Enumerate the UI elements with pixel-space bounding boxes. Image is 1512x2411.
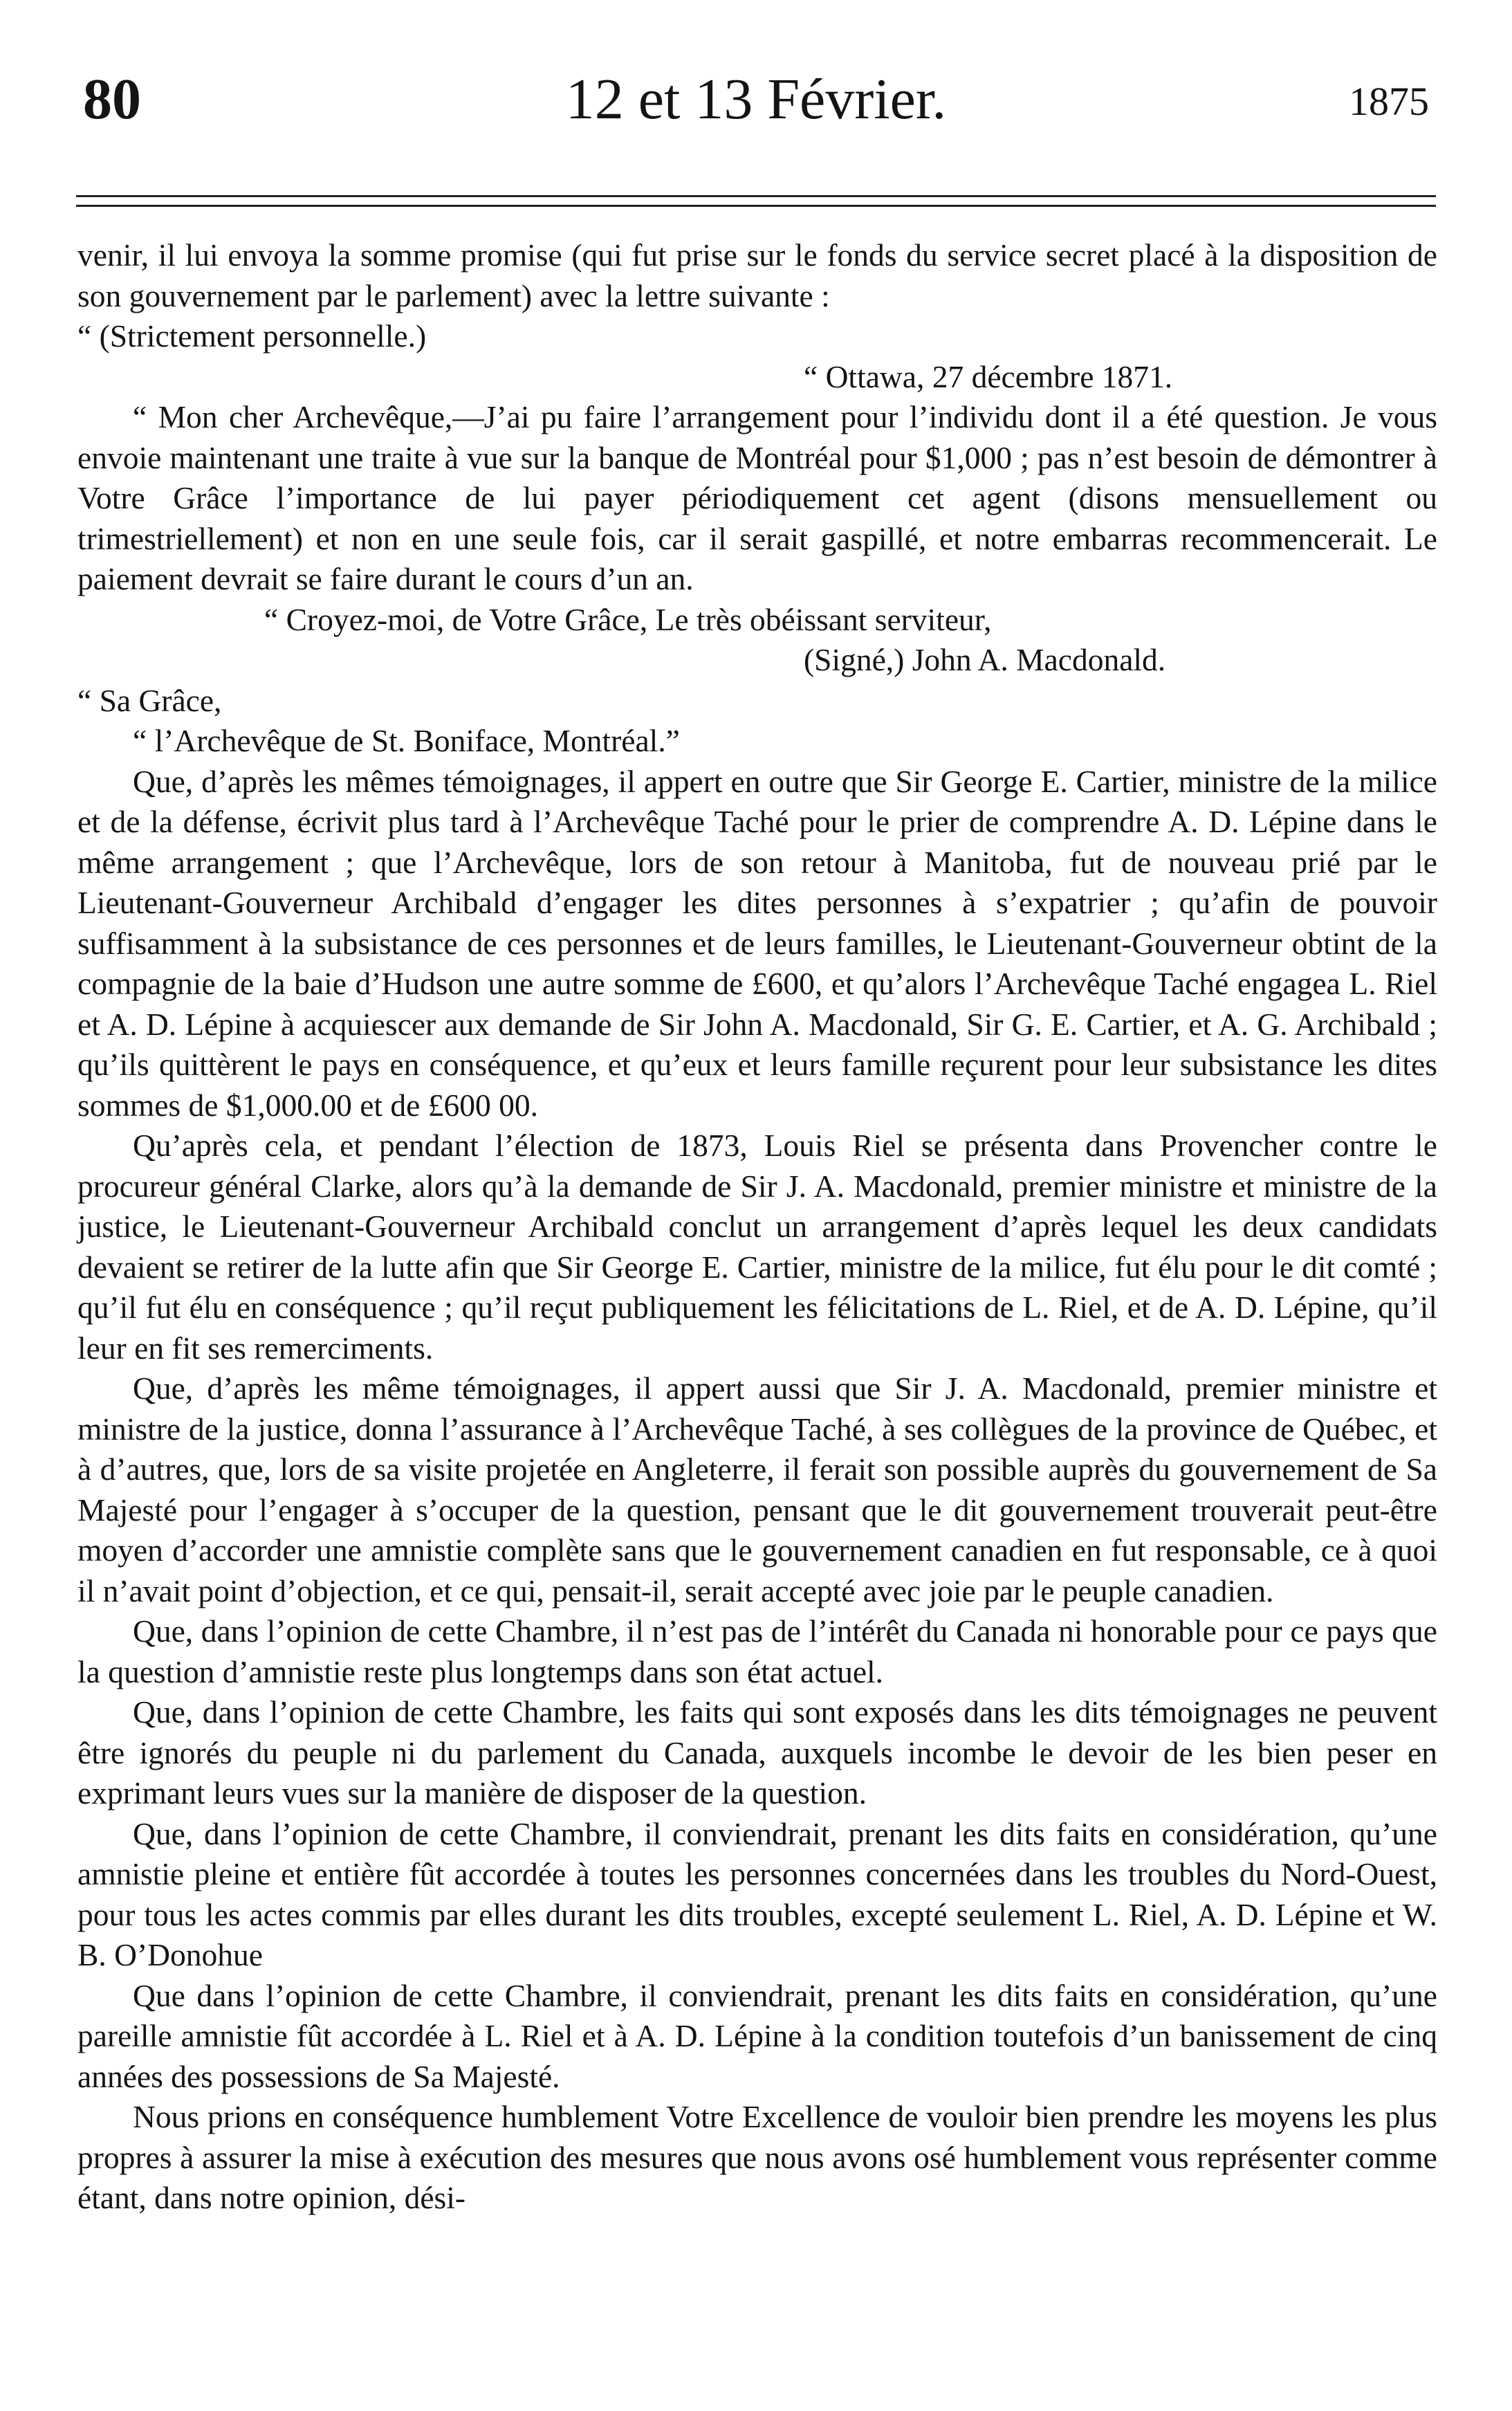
- header-rule-bottom: [76, 205, 1436, 207]
- header-rule-top: [76, 195, 1436, 197]
- letter-marking: “ (Strictement personnelle.): [77, 318, 427, 354]
- paragraph: Nous prions en conséquence humblement Votre Excellence de vouloir bien prendre les moyens les plus propres à assurer la mise à exécution des mesures que nous avons osé humblement vous représenter comme étant, dans notre opinion, dési-: [77, 2099, 1437, 2215]
- letter-closing: “ Croyez-moi, de Votre Grâce, Le très obéissant serviteur,: [264, 601, 992, 637]
- paragraph: Que, d’après les mêmes témoignages, il appert en outre que Sir George E. Cartier, ministre de la milice et de la défense, écrivit plus tard à l’Archevêque Taché pour le prier de comprendre A. D. Lépine dans le même arrangement ; que l’Archevêque, lors de son retour à Manitoba, fut de nouveau prié par le Lieutenant-Gouverneur Archibald d’engager les dites personnes à s’expatrier ; qu’afin de pouvoir suffisamment à la subsistance de ces personnes et de leurs familles, le Lieutenant-Gouverneur obtint de la compagnie de la baie d’Hudson une autre somme de £600, et qu’alors l’Archevêque Taché engagea L. Riel et A. D. Lépine à acquiescer aux demande de Sir John A. Macdonald, Sir G. E. Cartier, et A. G. Archibald ; qu’ils quittèrent le pays en conséquence, et qu’eux et leurs famille reçurent pour leur subsistance les dites sommes de $1,000.00 et de £600 00.: [77, 763, 1437, 1123]
- page-year: 1875: [1349, 79, 1429, 124]
- paragraph: Que, d’après les même témoignages, il appert aussi que Sir J. A. Macdonald, premier ministre et ministre de la justice, donna l’assurance à l’Archevêque Taché, à ses collègues de la province de Québec, et à d’autres, que, lors de sa visite projetée en Angleterre, il ferait son possible auprès du gouvernement de Sa Majesté pour l’engager à s’occuper de la question, pensant que le dit gouvernement trouverait peut-être moyen d’accorder une amnistie complète sans que le gouvernement canadien en fut responsable, ce à quoi il n’avait point d’objection, et ce qui, pensait-il, serait accepté avec joie par le peuple canadien.: [77, 1370, 1437, 1608]
- letter-signature: (Signé,) John A. Macdonald.: [804, 642, 1166, 677]
- letter-addressee: “ Sa Grâce,: [77, 682, 222, 718]
- page-number: 80: [83, 67, 141, 131]
- letter-body: “ Mon cher Archevêque,—J’ai pu faire l’arrangement pour l’individu dont il a été question. Je vous envoie maintenant une traite à vue sur la banque de Montréal pour $1,000 ; pas n’est besoin de démontrer à Votre Grâce l’importance de lui payer périodiquement cet agent (disons mensuellement ou trimestriellement) et non en une seule fois, car il serait gaspillé, et notre embarras recommencerait. Le paiement devrait se faire durant le cours d’un an.: [77, 399, 1437, 596]
- paragraph: Que, dans l’opinion de cette Chambre, les faits qui sont exposés dans les dits témoignages ne peuvent être ignorés du peuple ni du parlement du Canada, auxquels incombe le devoir de les bien peser en exprimant leurs vues sur la manière de disposer de la question.: [77, 1694, 1437, 1810]
- paragraph: Que, dans l’opinion de cette Chambre, il n’est pas de l’intérêt du Canada ni honorable pour ce pays que la question d’amnistie reste plus longtemps dans son état actuel.: [77, 1613, 1437, 1689]
- paragraph: Que, dans l’opinion de cette Chambre, il conviendrait, prenant les dits faits en considération, qu’une amnistie pleine et entière fût accordée à toutes les personnes concernées dans les troubles du Nord-Ouest, pour tous les actes commis par elles durant les dits troubles, excepté seulement L. Riel, A. D. Lépine et W. B. O’Donohue: [77, 1815, 1437, 1972]
- paragraph: Que dans l’opinion de cette Chambre, il conviendrait, prenant les dits faits en considération, qu’une pareille amnistie fût accordée à L. Riel et à A. D. Lépine à la condition toutefois d’un banissement de cinq années des possessions de Sa Majesté.: [77, 1977, 1437, 2094]
- letter-addressee-line: “ l’Archevêque de St. Boniface, Montréal.”: [133, 723, 680, 758]
- paragraph: Qu’après cela, et pendant l’élection de 1873, Louis Riel se présenta dans Provencher contre le procureur général Clarke, alors qu’à la demande de Sir J. A. Macdonald, premier ministre et ministre de la justice, le Lieutenant-Gouverneur Archibald conclut un arrangement d’après lequel les deux candidats devaient se retirer de la lutte afin que Sir George E. Cartier, ministre de la milice, fut élu pour le dit comté ; qu’il fut élu en conséquence ; qu’il reçut publiquement les félicitations de L. Riel, et de A. D. Lépine, qu’il leur en fit ses remerciments.: [77, 1128, 1437, 1366]
- page-title: 12 et 13 Février.: [565, 67, 947, 131]
- letter-dateline: “ Ottawa, 27 décembre 1871.: [804, 358, 1173, 394]
- page-header: [76, 66, 1436, 142]
- body-text: [77, 235, 1437, 2219]
- paragraph: venir, il lui envoya la somme promise (qui fut prise sur le fonds du service secret placé à la disposition de son gouvernement par le parlement) avec la lettre suivante :: [77, 237, 1437, 313]
